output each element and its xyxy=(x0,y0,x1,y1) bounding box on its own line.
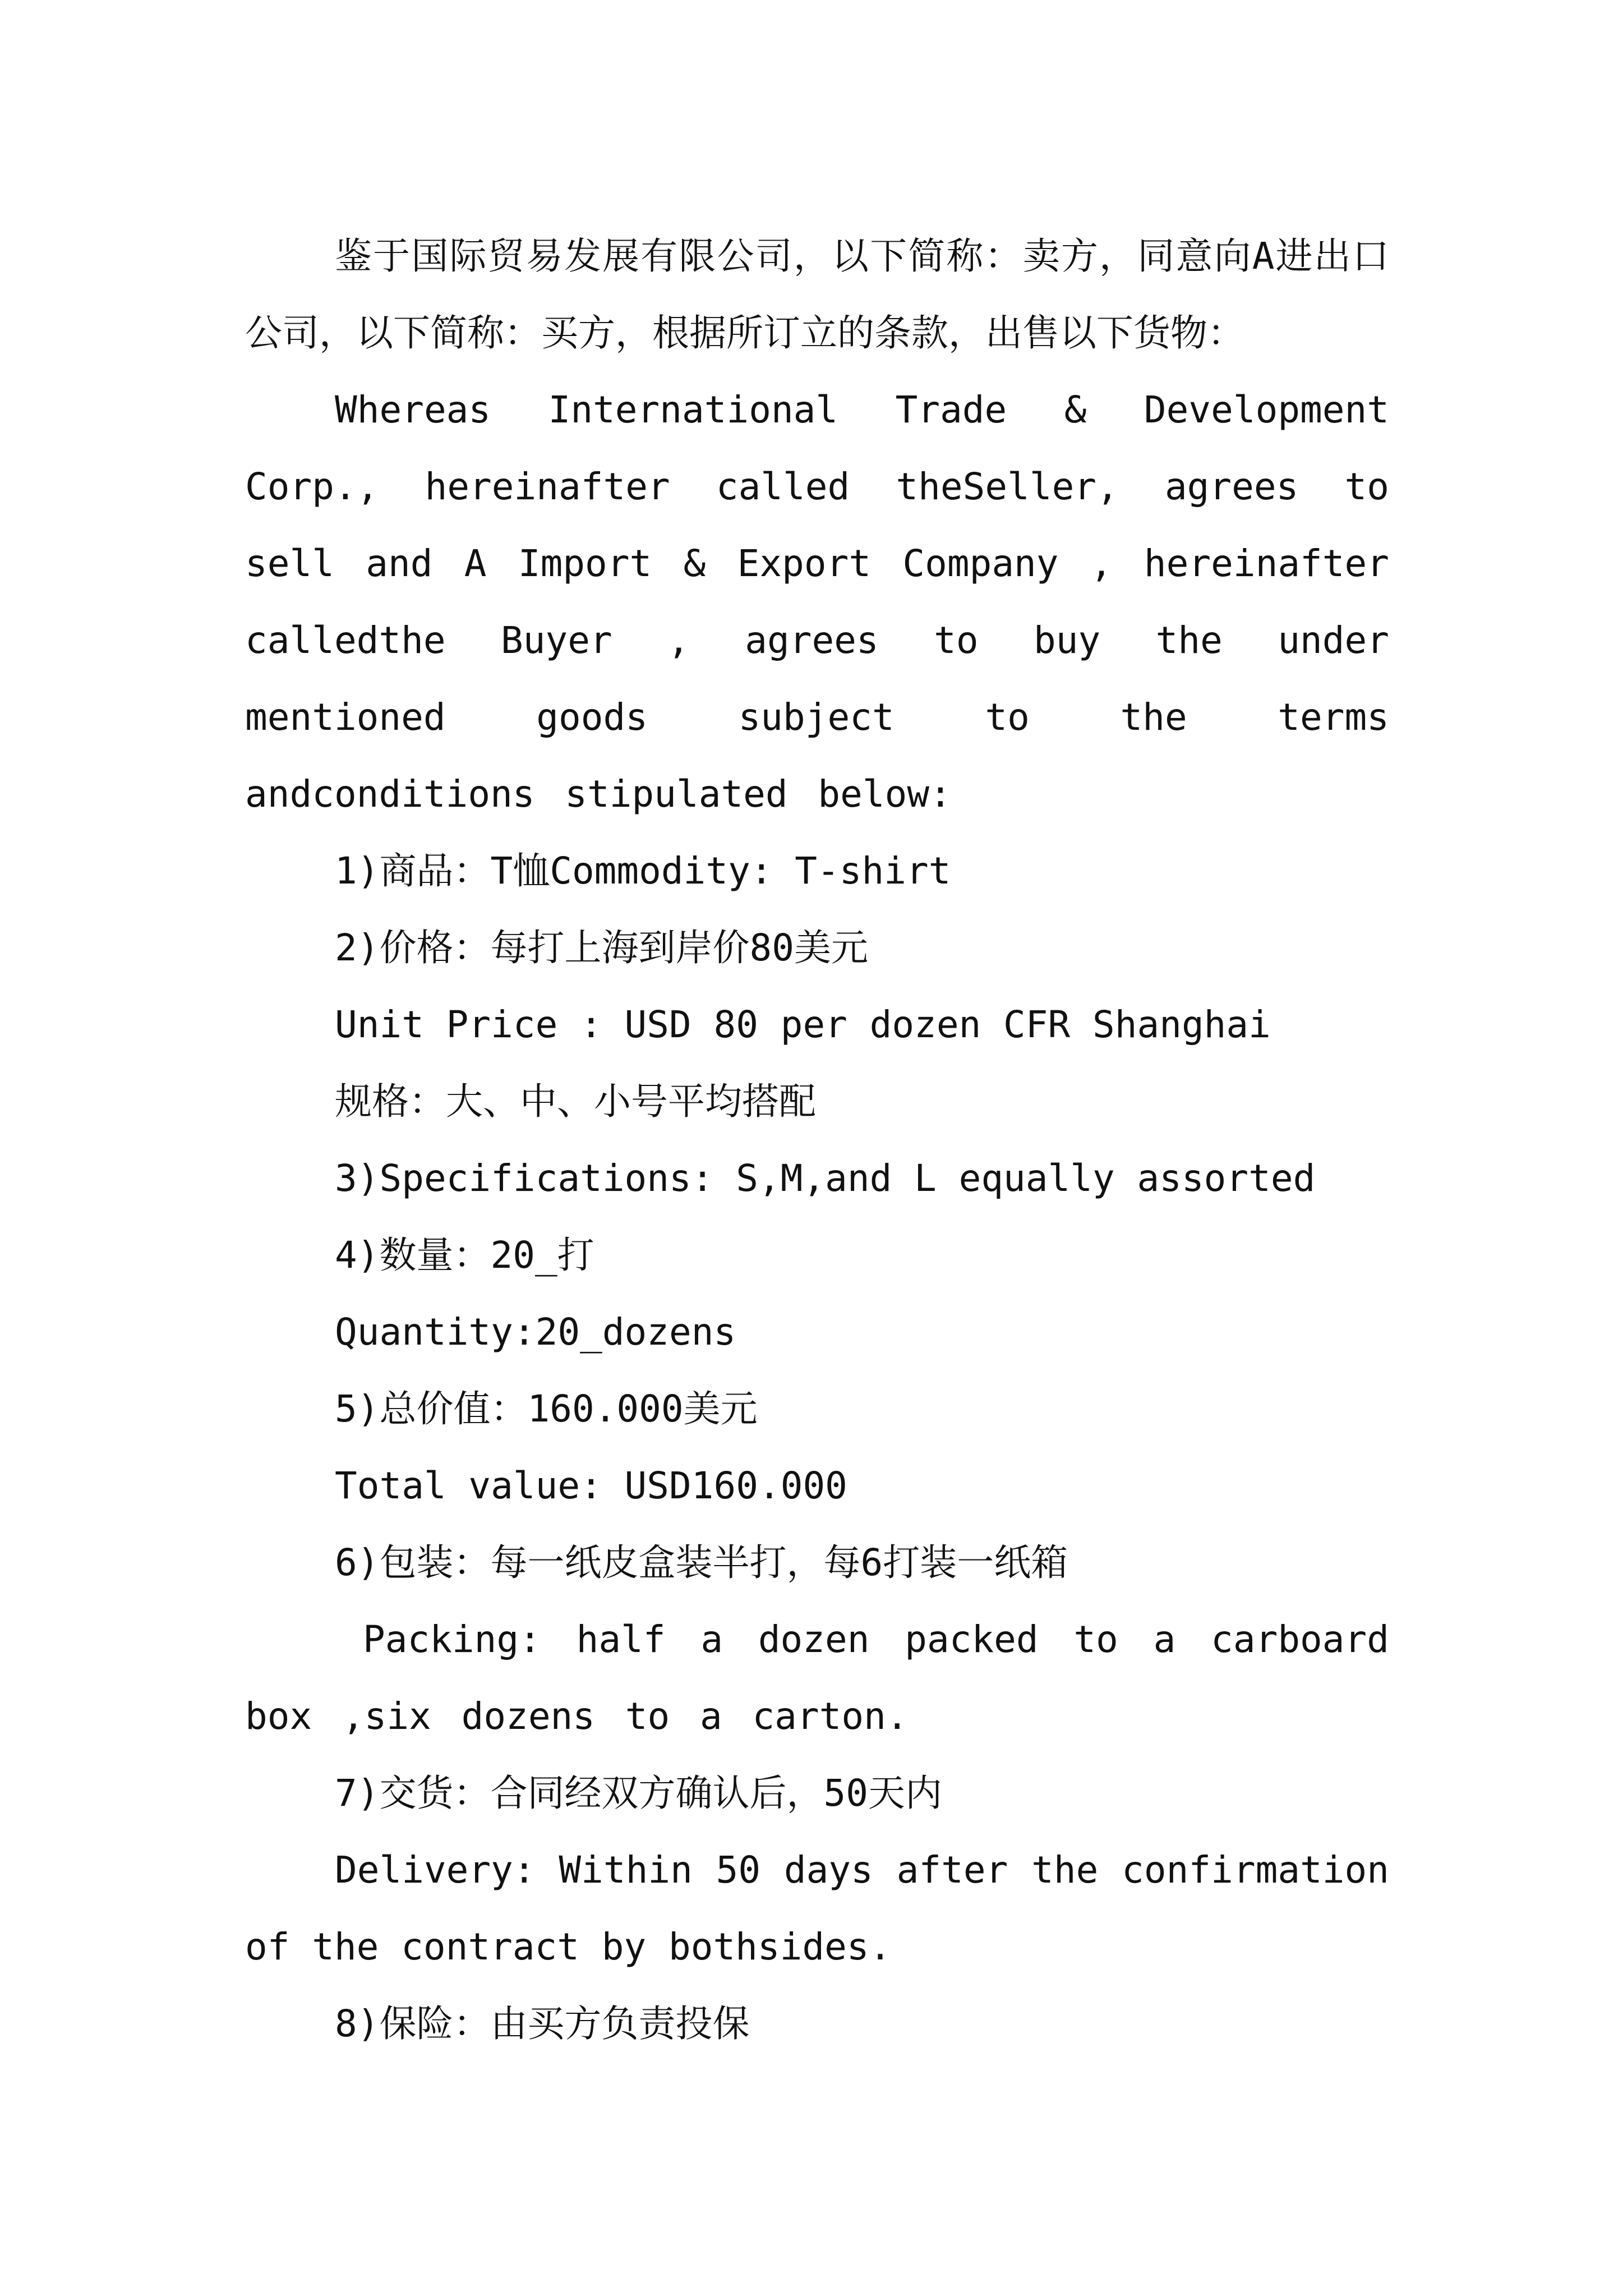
clause-quantity-en: Quantity:20_dozens xyxy=(335,1310,736,1354)
clause-price-cn: 2)价格：每打上海到岸价80美元 xyxy=(335,926,868,969)
clause-packing-cn: 6)包装：每一纸皮盒装半打，每6打装一纸箱 xyxy=(335,1541,1068,1584)
clause-total-cn: 5)总价值：160.000美元 xyxy=(335,1387,758,1430)
clause-spec-cn: 规格：大、中、小号平均搭配 xyxy=(335,1080,816,1123)
clause-delivery-cn: 7)交货：合同经双方确认后，50天内 xyxy=(335,1772,942,1815)
clause-spec-en: 3)Specifications: S,M,and L equally assorted xyxy=(335,1157,1316,1200)
contract-body xyxy=(245,218,1389,2062)
paragraph-intro-cn: 鉴于国际贸易发展有限公司，以下简称：卖方，同意向A进出口公司，以下简称：买方，根据所订立的条款，出售以下货物： xyxy=(245,234,1389,355)
paragraph-intro-en: Whereas International Trade & Development Corp., hereinafter called theSeller, agrees to sell and A Import & Export Company , hereinafter calledthe Buyer , agrees to buy the under mentioned goods subject to the terms andconditions stipulated below: xyxy=(245,388,1389,816)
clause-quantity-cn: 4)数量：20_打 xyxy=(335,1234,594,1277)
clause-packing-en: Packing: half a dozen packed to a carboard box ,six dozens to a carton. xyxy=(245,1618,1389,1738)
clause-delivery-en: Delivery: Within 50 days after the confirmation of the contract by bothsides. xyxy=(245,1848,1389,1968)
clause-insurance-cn: 8)保险：由买方负责投保 xyxy=(335,2002,750,2045)
clause-commodity: 1)商品：T恤Commodity: T-shirt xyxy=(335,849,951,892)
clause-price-en: Unit Price : USD 80 per dozen CFR Shanghai xyxy=(335,1003,1271,1046)
clause-total-en: Total value: USD160.000 xyxy=(335,1464,847,1507)
